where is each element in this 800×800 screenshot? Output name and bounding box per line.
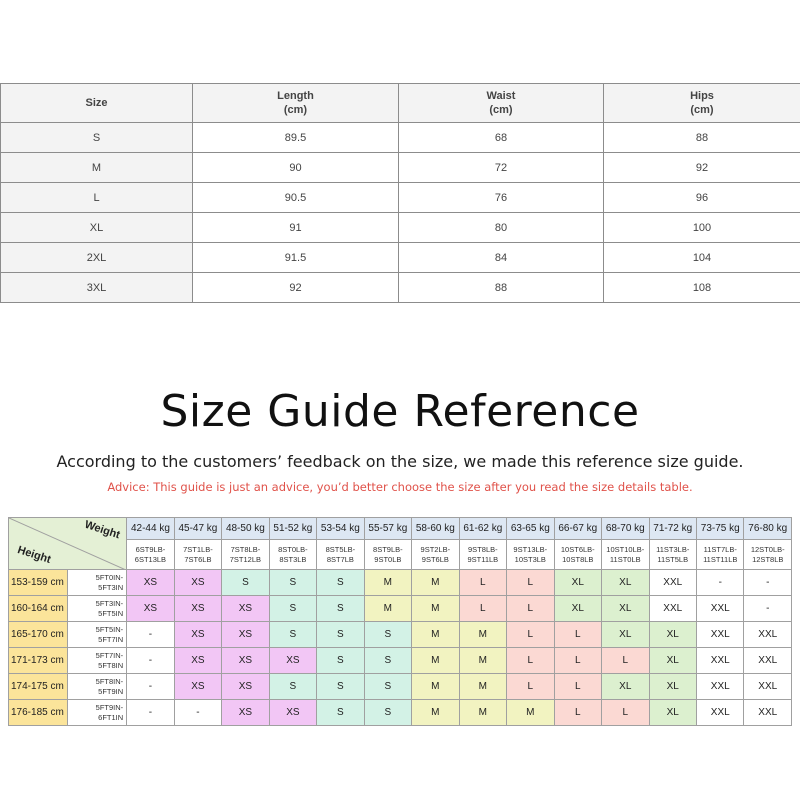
size-recommendation-cell: L: [507, 622, 554, 648]
height-ft-cell: 5FT9IN- 6FT1IN: [67, 700, 127, 726]
measurement-row: [1, 273, 800, 303]
size-recommendation-cell: XXL: [649, 596, 696, 622]
size-recommendation-cell: M: [507, 700, 554, 726]
height-ft-cell: 5FT7IN- 5FT8IN: [67, 648, 127, 674]
size-recommendation-cell: M: [459, 622, 506, 648]
measurement-row: [1, 243, 800, 273]
size-recommendation-cell: L: [507, 570, 554, 596]
height-ft-cell: 5FT5IN- 5FT7IN: [67, 622, 127, 648]
size-recommendation-cell: XL: [554, 596, 601, 622]
size-recommendation-cell: S: [317, 622, 364, 648]
size-recommendation-cell: S: [222, 570, 269, 596]
size-recommendation-cell: S: [317, 700, 364, 726]
size-recommendation-cell: M: [459, 700, 506, 726]
size-recommendation-cell: S: [364, 648, 411, 674]
size-recommendation-cell: XS: [174, 596, 221, 622]
height-row: [9, 648, 792, 674]
weight-kg-header: 53-54 kg: [317, 518, 364, 540]
measurement-row: [1, 153, 800, 183]
size-recommendation-cell: XS: [222, 674, 269, 700]
size-recommendation-cell: L: [459, 570, 506, 596]
size-guide-table: [8, 517, 792, 726]
height-cm-cell: 171-173 cm: [9, 648, 68, 674]
weight-kg-header: 55-57 kg: [364, 518, 411, 540]
corner-cell: [9, 518, 127, 570]
size-cell: 2XL: [1, 243, 193, 273]
size-recommendation-cell: XS: [174, 622, 221, 648]
weight-lb-header: 10ST10LB- 11ST0LB: [602, 540, 649, 570]
height-cm-cell: 165-170 cm: [9, 622, 68, 648]
height-cm-cell: 174-175 cm: [9, 674, 68, 700]
size-recommendation-cell: S: [317, 570, 364, 596]
size-recommendation-cell: -: [744, 596, 792, 622]
weight-lb-header: 8ST0LB- 8ST3LB: [269, 540, 316, 570]
size-recommendation-cell: M: [412, 596, 459, 622]
size-recommendation-cell: S: [269, 596, 316, 622]
weight-kg-header: 58-60 kg: [412, 518, 459, 540]
hips-cell: 108: [604, 273, 800, 303]
size-recommendation-cell: L: [459, 596, 506, 622]
size-recommendation-cell: -: [127, 648, 174, 674]
height-row: [9, 596, 792, 622]
measurements-table: [0, 83, 800, 303]
weight-lb-header: 12ST0LB- 12ST8LB: [744, 540, 792, 570]
size-recommendation-cell: S: [317, 648, 364, 674]
size-cell: L: [1, 183, 193, 213]
weight-kg-header: 45-47 kg: [174, 518, 221, 540]
size-recommendation-cell: -: [127, 622, 174, 648]
guide-title: Size Guide Reference: [160, 386, 640, 437]
size-recommendation-cell: M: [459, 674, 506, 700]
size-recommendation-cell: -: [174, 700, 221, 726]
size-recommendation-cell: XL: [649, 622, 696, 648]
waist-cell: 72: [399, 153, 604, 183]
size-cell: S: [1, 123, 193, 153]
size-recommendation-cell: XS: [174, 648, 221, 674]
size-recommendation-cell: -: [127, 674, 174, 700]
size-recommendation-cell: M: [459, 648, 506, 674]
size-recommendation-cell: S: [317, 674, 364, 700]
size-cell: M: [1, 153, 193, 183]
size-recommendation-cell: S: [364, 674, 411, 700]
size-recommendation-cell: XS: [222, 596, 269, 622]
weight-lb-header: 7ST8LB- 7ST12LB: [222, 540, 269, 570]
size-recommendation-cell: XL: [602, 674, 649, 700]
size-recommendation-cell: M: [364, 570, 411, 596]
length-cell: 91.5: [193, 243, 399, 273]
size-recommendation-cell: M: [364, 596, 411, 622]
hips-cell: 96: [604, 183, 800, 213]
size-recommendation-cell: S: [269, 570, 316, 596]
length-cell: 92: [193, 273, 399, 303]
height-row: [9, 674, 792, 700]
size-recommendation-cell: -: [127, 700, 174, 726]
height-row: [9, 700, 792, 726]
size-recommendation-cell: S: [364, 700, 411, 726]
weight-lb-header: 10ST6LB- 10ST8LB: [554, 540, 601, 570]
weight-lb-header: 8ST9LB- 9ST0LB: [364, 540, 411, 570]
measurement-row: [1, 123, 800, 153]
measurement-row: [1, 213, 800, 243]
height-ft-cell: 5FT8IN- 5FT9IN: [67, 674, 127, 700]
size-recommendation-cell: L: [554, 700, 601, 726]
size-recommendation-cell: XXL: [697, 674, 744, 700]
size-recommendation-cell: L: [554, 648, 601, 674]
size-cell: 3XL: [1, 273, 193, 303]
weight-lb-header: 6ST9LB- 6ST13LB: [127, 540, 174, 570]
height-cm-cell: 176-185 cm: [9, 700, 68, 726]
size-recommendation-cell: S: [269, 674, 316, 700]
size-recommendation-cell: M: [412, 700, 459, 726]
size-recommendation-cell: -: [697, 570, 744, 596]
length-cell: 90: [193, 153, 399, 183]
weight-lb-header: 11ST3LB- 11ST5LB: [649, 540, 696, 570]
size-recommendation-cell: XXL: [697, 648, 744, 674]
size-recommendation-cell: XS: [222, 622, 269, 648]
size-recommendation-cell: L: [602, 700, 649, 726]
size-recommendation-cell: XS: [222, 700, 269, 726]
size-recommendation-cell: XXL: [744, 674, 792, 700]
size-recommendation-cell: XL: [602, 622, 649, 648]
waist-cell: 84: [399, 243, 604, 273]
height-cm-cell: 153-159 cm: [9, 570, 68, 596]
corner-weight-label: Weight: [82, 518, 122, 542]
size-recommendation-cell: XS: [269, 700, 316, 726]
weight-lb-header: 11ST7LB- 11ST11LB: [697, 540, 744, 570]
height-row: [9, 622, 792, 648]
size-recommendation-cell: XS: [127, 570, 174, 596]
size-recommendation-cell: XL: [649, 674, 696, 700]
size-recommendation-cell: XS: [222, 648, 269, 674]
size-recommendation-cell: L: [602, 648, 649, 674]
size-recommendation-cell: XXL: [697, 596, 744, 622]
header-size: Size: [1, 84, 193, 123]
size-recommendation-cell: L: [507, 596, 554, 622]
height-ft-cell: 5FT0IN- 5FT3IN: [67, 570, 127, 596]
measurement-row: [1, 183, 800, 213]
weight-kg-header: 76-80 kg: [744, 518, 792, 540]
weight-lb-header: 9ST8LB- 9ST11LB: [459, 540, 506, 570]
weight-lb-header: 9ST13LB- 10ST3LB: [507, 540, 554, 570]
weight-lb-header: 7ST1LB- 7ST6LB: [174, 540, 221, 570]
weight-kg-row: [9, 518, 792, 540]
size-recommendation-cell: M: [412, 622, 459, 648]
hips-cell: 100: [604, 213, 800, 243]
weight-kg-header: 61-62 kg: [459, 518, 506, 540]
size-recommendation-cell: L: [554, 622, 601, 648]
size-recommendation-cell: -: [744, 570, 792, 596]
header-waist: Waist (cm): [399, 84, 604, 123]
size-recommendation-cell: XXL: [744, 700, 792, 726]
height-row: [9, 570, 792, 596]
size-recommendation-cell: XL: [649, 700, 696, 726]
hips-cell: 92: [604, 153, 800, 183]
waist-cell: 88: [399, 273, 604, 303]
size-recommendation-cell: XL: [649, 648, 696, 674]
weight-kg-header: 48-50 kg: [222, 518, 269, 540]
size-recommendation-cell: L: [507, 674, 554, 700]
length-cell: 90.5: [193, 183, 399, 213]
weight-lb-header: 8ST5LB- 8ST7LB: [317, 540, 364, 570]
size-recommendation-cell: XXL: [697, 700, 744, 726]
hips-cell: 88: [604, 123, 800, 153]
size-recommendation-cell: XL: [602, 570, 649, 596]
hips-cell: 104: [604, 243, 800, 273]
guide-advice: Advice: This guide is just an advice, you’d better choose the size after you read the size details table.: [107, 480, 693, 494]
weight-lb-header: 9ST2LB- 9ST6LB: [412, 540, 459, 570]
size-recommendation-cell: XS: [174, 570, 221, 596]
measurements-header-row: [1, 84, 800, 123]
size-recommendation-cell: S: [364, 622, 411, 648]
weight-kg-header: 71-72 kg: [649, 518, 696, 540]
size-recommendation-cell: L: [554, 674, 601, 700]
size-recommendation-cell: L: [507, 648, 554, 674]
size-recommendation-cell: XXL: [649, 570, 696, 596]
length-cell: 89.5: [193, 123, 399, 153]
size-recommendation-cell: XL: [602, 596, 649, 622]
header-hips: Hips (cm): [604, 84, 800, 123]
corner-height-label: Height: [15, 544, 53, 566]
weight-kg-header: 63-65 kg: [507, 518, 554, 540]
size-recommendation-cell: XS: [127, 596, 174, 622]
height-cm-cell: 160-164 cm: [9, 596, 68, 622]
waist-cell: 80: [399, 213, 604, 243]
size-recommendation-cell: XXL: [697, 622, 744, 648]
size-cell: XL: [1, 213, 193, 243]
weight-kg-header: 68-70 kg: [602, 518, 649, 540]
size-recommendation-cell: XXL: [744, 648, 792, 674]
header-length: Length (cm): [193, 84, 399, 123]
size-recommendation-cell: M: [412, 570, 459, 596]
waist-cell: 68: [399, 123, 604, 153]
height-ft-cell: 5FT3IN- 5FT5IN: [67, 596, 127, 622]
size-recommendation-cell: M: [412, 674, 459, 700]
size-recommendation-cell: XXL: [744, 622, 792, 648]
weight-kg-header: 66-67 kg: [554, 518, 601, 540]
weight-kg-header: 73-75 kg: [697, 518, 744, 540]
length-cell: 91: [193, 213, 399, 243]
size-recommendation-cell: S: [269, 622, 316, 648]
guide-subtitle: According to the customers’ feedback on the size, we made this reference size guide.: [56, 452, 744, 471]
weight-kg-header: 42-44 kg: [127, 518, 174, 540]
size-recommendation-cell: XS: [174, 674, 221, 700]
size-recommendation-cell: XL: [554, 570, 601, 596]
waist-cell: 76: [399, 183, 604, 213]
weight-kg-header: 51-52 kg: [269, 518, 316, 540]
size-recommendation-cell: M: [412, 648, 459, 674]
size-recommendation-cell: S: [317, 596, 364, 622]
size-recommendation-cell: XS: [269, 648, 316, 674]
